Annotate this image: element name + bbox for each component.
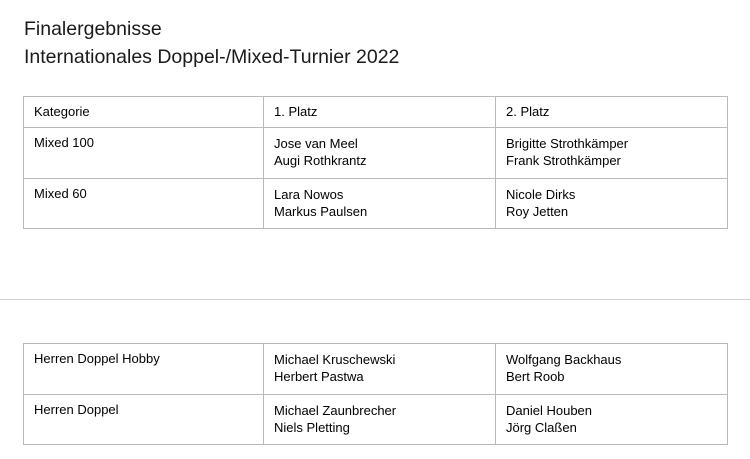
row-first-place (264, 128, 496, 179)
name-line: Herbert Pastwa (274, 369, 364, 385)
row-second-place (496, 128, 728, 179)
name-line: Frank Strothkämper (506, 153, 621, 169)
name-line: Nicole Dirks (506, 186, 576, 202)
name-line: Bert Roob (506, 369, 565, 385)
table-row (24, 178, 728, 229)
table-header-row (24, 97, 728, 128)
row-second-place (496, 178, 728, 229)
column-header-second-place: 2. Platz (496, 97, 728, 128)
name-line: Niels Pletting (274, 419, 350, 435)
page-title (24, 16, 399, 71)
row-second-place (496, 394, 728, 445)
title-line-1: Finalergebnisse (24, 18, 162, 40)
name-line: Jose van Meel (274, 136, 358, 151)
name-line: Markus Paulsen (274, 203, 368, 219)
section-divider (0, 299, 750, 300)
name-line: Wolfgang Backhaus (506, 352, 622, 367)
row-category: Herren Doppel (24, 394, 264, 445)
row-first-place (264, 394, 496, 445)
column-header-category: Kategorie (24, 97, 264, 128)
name-line: Lara Nowos (274, 186, 344, 202)
name-line: Roy Jetten (506, 203, 569, 219)
row-category: Mixed 60 (24, 178, 264, 229)
name-line: Michael Kruschewski (274, 352, 396, 367)
column-header-first-place: 1. Platz (264, 97, 496, 128)
results-table-mixed (23, 96, 728, 229)
name-line: Michael Zaunbrecher (274, 402, 397, 418)
name-line: Jörg Claßen (506, 419, 577, 435)
table-row (24, 344, 728, 395)
row-first-place (264, 344, 496, 395)
name-line: Daniel Houben (506, 402, 593, 418)
name-line: Brigitte Strothkämper (506, 136, 629, 151)
row-first-place (264, 178, 496, 229)
table-row (24, 394, 728, 445)
table-row (24, 128, 728, 179)
title-line-2: Internationales Doppel-/Mixed-Turnier 2022 (24, 45, 400, 68)
name-line: Augi Rothkrantz (274, 153, 367, 169)
results-table-herren (23, 343, 728, 445)
row-second-place (496, 344, 728, 395)
row-category: Herren Doppel Hobby (24, 344, 264, 395)
row-category: Mixed 100 (24, 128, 264, 179)
